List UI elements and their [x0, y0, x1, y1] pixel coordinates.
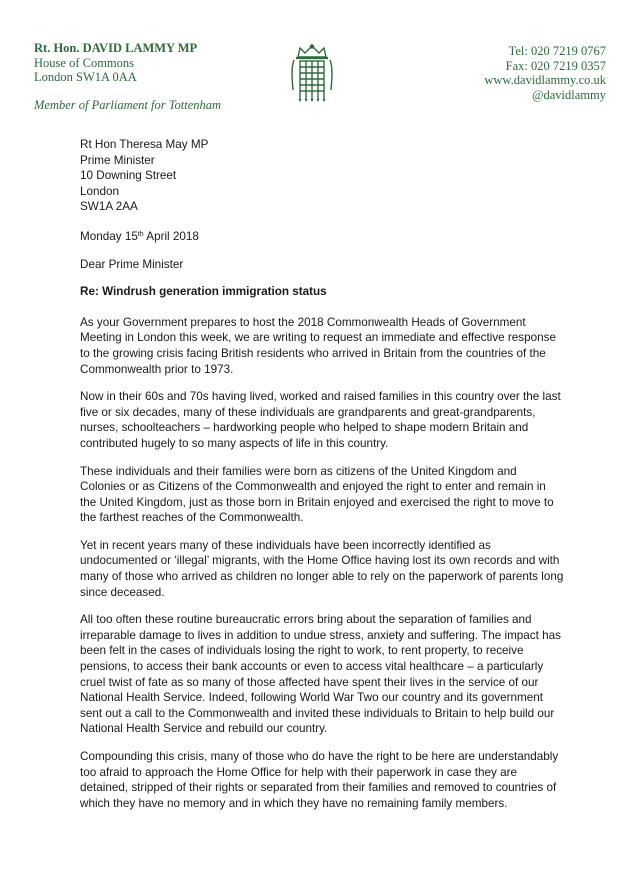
body-paragraph: All too often these routine bureaucratic errors bring about the separation of families and irreparable damage to lives in addition to undue stress, anxiety and suffering. The impact has been felt in the cases of individuals losing the right to work, to rent property, to receive pensions, to access their bank accounts or even to access vital healthcare – a particularly cruel twist of fate as so many of those affected have spent their lives in the service of our National Health Service. Indeed, following World War Two our country and its government sent out a call to the Commonwealth and invited these individuals to Britain to help build our National Health Service and rebuild our country. — [80, 613, 561, 736]
recipient-line: 10 Downing Street — [80, 169, 177, 183]
body-paragraph: Yet in recent years many of these individuals have been incorrectly identified as undocumented or ‘illegal’ migrants, with the Home Office having lost its own records and with many of those who arrived as children no longer able to rely on the paperwork of parents long since deceased. — [80, 538, 564, 599]
letter-body — [80, 137, 565, 811]
letterhead-contact — [484, 44, 606, 102]
recipient-address — [80, 137, 565, 215]
sender-address: London SW1A 0AA — [34, 70, 137, 84]
recipient-line: Rt Hon Theresa May MP — [80, 138, 209, 151]
body-paragraph: As your Government prepares to host the 2018 Commonwealth Heads of Government Meeting in London this week, we are writing to request an immediate and effective response to the growing crisis facing British residents who arrived in Britain from the countries of the Commonwealth prior to 1973. — [80, 315, 556, 376]
mp-name: Rt. Hon. DAVID LAMMY MP — [34, 41, 198, 55]
portcullis-icon — [290, 44, 334, 102]
constituency-line: Member of Parliament for Tottenham — [34, 97, 222, 112]
house-name: House of Commons — [34, 55, 134, 70]
salutation: Dear Prime Minister — [80, 257, 184, 271]
letterhead-sender — [34, 41, 221, 112]
fax: Fax: 020 7219 0357 — [505, 58, 606, 73]
letter-date: Monday 15th April 2018 — [80, 229, 199, 243]
recipient-line: Prime Minister — [80, 153, 155, 167]
telephone: Tel: 020 7219 0767 — [508, 44, 606, 58]
recipient-line: London — [80, 184, 120, 198]
recipient-line: SW1A 2AA — [80, 200, 138, 214]
body-paragraph: These individuals and their families were born as citizens of the United Kingdom and Colonies or as Citizens of the Commonwealth and enjoyed the right to enter and remain in the United Kingdom, just as those born in Britain enjoyed and exercised the right to move to the farthest reaches of the Commonwealth. — [80, 464, 554, 525]
website: www.davidlammy.co.uk — [484, 73, 606, 87]
body-paragraph: Compounding this crisis, many of those who do have the right to be here are understandably too afraid to approach the Home Office for help with their paperwork in case they are detained, stripped of their rights or separated from their families and removed to countries of which they have no memory and in which they have no remaining family members. — [80, 750, 559, 810]
subject-line: Re: Windrush generation immigration status — [80, 285, 327, 299]
twitter-handle: @davidlammy — [532, 87, 606, 102]
body-paragraph: Now in their 60s and 70s having lived, worked and raised families in this country over the last five or six decades, many of these individuals are grandparents and great-grandparents, nurses, schoolteachers – hardworking people who helped to shape modern Britain and contributed hugely to so many aspects of life in this country. — [80, 390, 561, 450]
